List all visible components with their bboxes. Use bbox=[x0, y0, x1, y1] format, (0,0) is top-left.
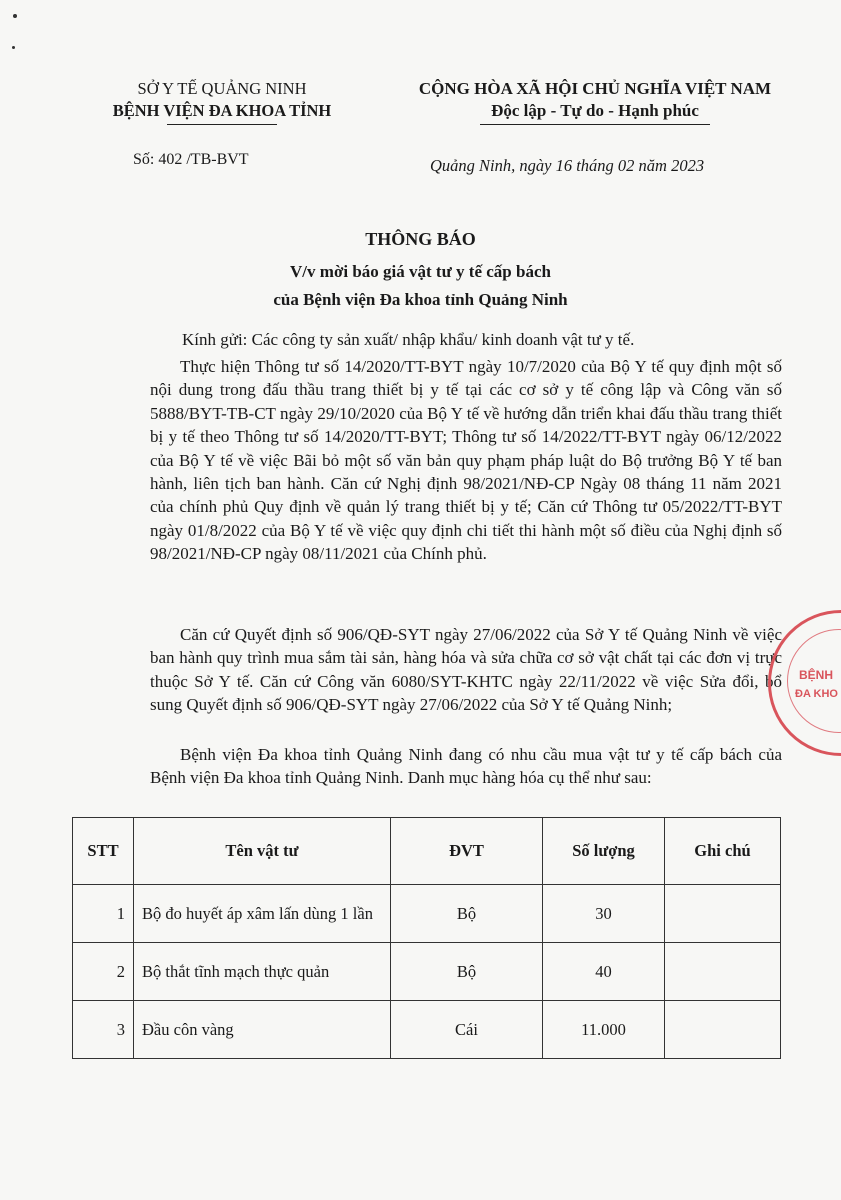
cell-note bbox=[665, 943, 781, 1001]
col-note: Ghi chú bbox=[665, 818, 781, 885]
paragraph-text: Căn cứ Quyết định số 906/QĐ-SYT ngày 27/06/2022 của Sở Y tế Quảng Ninh về việc ban hành quy trình mua sắm tài sản, hàng hóa và sửa chữa cơ sở vật chất tại các đơn vị trực thuộc Sở Y tế. Căn cứ Công văn 6080/SYT-KHTC ngày 22/11/2022 về việc Sửa đổi, bổ sung Quyết định số 906/QĐ-SYT ngày 27/06/2022 của Sở Y tế Quảng Ninh; bbox=[150, 625, 782, 715]
paragraph-text: Thực hiện Thông tư số 14/2020/TT-BYT ngày 10/7/2020 của Bộ Y tế quy định một số nội dung trong đấu thầu trang thiết bị y tế tại các cơ sở y tế công lập và Công văn số 5888/BYT-TB-CT ngày 29/10/2020 của Bộ Y tế về hướng dẫn triển khai đấu thầu trang thiết bị y tế theo Thông tư số 14/2020/TT-BYT; Thông tư số 14/2022/TT-BYT ngày 06/12/2022 của Bộ Y tế về việc Bãi bỏ một số văn bản quy phạm pháp luật do Bộ trưởng Bộ Y tế ban hành, liên tịch ban hành. Căn cứ Nghị định 98/2021/NĐ-CP Ngày 08 tháng 11 năm 2021 của chính phủ Quy định về quản lý trang thiết bị y tế; Căn cứ Thông tư 05/2022/TT-BYT ngày 01/8/2022 của Bộ Y tế về việc quy định chi tiết thi hành một số điều của Nghị định số 98/2021/NĐ-CP ngày 08/11/2021 của Chính phủ. bbox=[150, 357, 782, 564]
table-row bbox=[73, 885, 781, 943]
issuer-block bbox=[72, 78, 372, 125]
document-subject-line2: của Bệnh viện Đa khoa tỉnh Quảng Ninh bbox=[273, 290, 568, 309]
country-name: CỘNG HÒA XÃ HỘI CHỦ NGHĨA VIỆT NAM bbox=[418, 79, 772, 98]
recipient-line: Kính gửi: Các công ty sản xuất/ nhập khẩu/ kinh doanh vật tư y tế. bbox=[182, 330, 635, 349]
cell-stt: 2 bbox=[73, 943, 134, 1001]
items-table bbox=[72, 817, 781, 1059]
cell-quantity: 40 bbox=[543, 943, 665, 1001]
cell-name: Đầu côn vàng bbox=[134, 1001, 391, 1059]
national-header bbox=[385, 78, 805, 125]
cell-name: Bộ đo huyết áp xâm lấn dùng 1 lần bbox=[134, 885, 391, 943]
cell-name: Bộ thắt tĩnh mạch thực quản bbox=[134, 943, 391, 1001]
document-title: THÔNG BÁO bbox=[365, 229, 476, 249]
col-quantity: Số lượng bbox=[543, 818, 665, 885]
cell-note bbox=[665, 885, 781, 943]
col-name: Tên vật tư bbox=[134, 818, 391, 885]
body-paragraph-legal-basis bbox=[150, 355, 782, 566]
cell-quantity: 30 bbox=[543, 885, 665, 943]
table-header-row bbox=[73, 818, 781, 885]
issuer-underline bbox=[167, 124, 277, 125]
body-paragraph-need bbox=[150, 743, 782, 790]
cell-unit: Bộ bbox=[391, 943, 543, 1001]
scan-dot bbox=[12, 46, 15, 49]
col-stt: STT bbox=[73, 818, 134, 885]
table-row bbox=[73, 943, 781, 1001]
seal-text: ĐA KHO bbox=[795, 688, 838, 700]
document-number: Số: 402 /TB-BVT bbox=[133, 151, 249, 168]
document-subject-line1: V/v mời báo giá vật tư y tế cấp bách bbox=[290, 262, 551, 281]
paragraph-text: Bệnh viện Đa khoa tỉnh Quảng Ninh đang có nhu cầu mua vật tư y tế cấp bách của Bệnh viện Đa khoa tỉnh Quảng Ninh. Danh mục hàng hóa cụ thể như sau: bbox=[150, 745, 782, 788]
scan-dot bbox=[13, 14, 17, 18]
table-row bbox=[73, 1001, 781, 1059]
seal-text: BỆNH bbox=[799, 668, 834, 682]
cell-note bbox=[665, 1001, 781, 1059]
issuer-org: BỆNH VIỆN ĐA KHOA TỈNH bbox=[112, 101, 332, 120]
document-date: Quảng Ninh, ngày 16 tháng 02 năm 2023 bbox=[430, 156, 705, 175]
cell-stt: 3 bbox=[73, 1001, 134, 1059]
cell-quantity: 11.000 bbox=[543, 1001, 665, 1059]
issuer-parent-org: SỞ Y TẾ QUẢNG NINH bbox=[137, 79, 307, 98]
col-unit: ĐVT bbox=[391, 818, 543, 885]
national-motto: Độc lập - Tự do - Hạnh phúc bbox=[491, 101, 699, 120]
motto-underline bbox=[480, 124, 710, 125]
cell-unit: Cái bbox=[391, 1001, 543, 1059]
cell-stt: 1 bbox=[73, 885, 134, 943]
body-paragraph-decision bbox=[150, 623, 782, 717]
cell-unit: Bộ bbox=[391, 885, 543, 943]
